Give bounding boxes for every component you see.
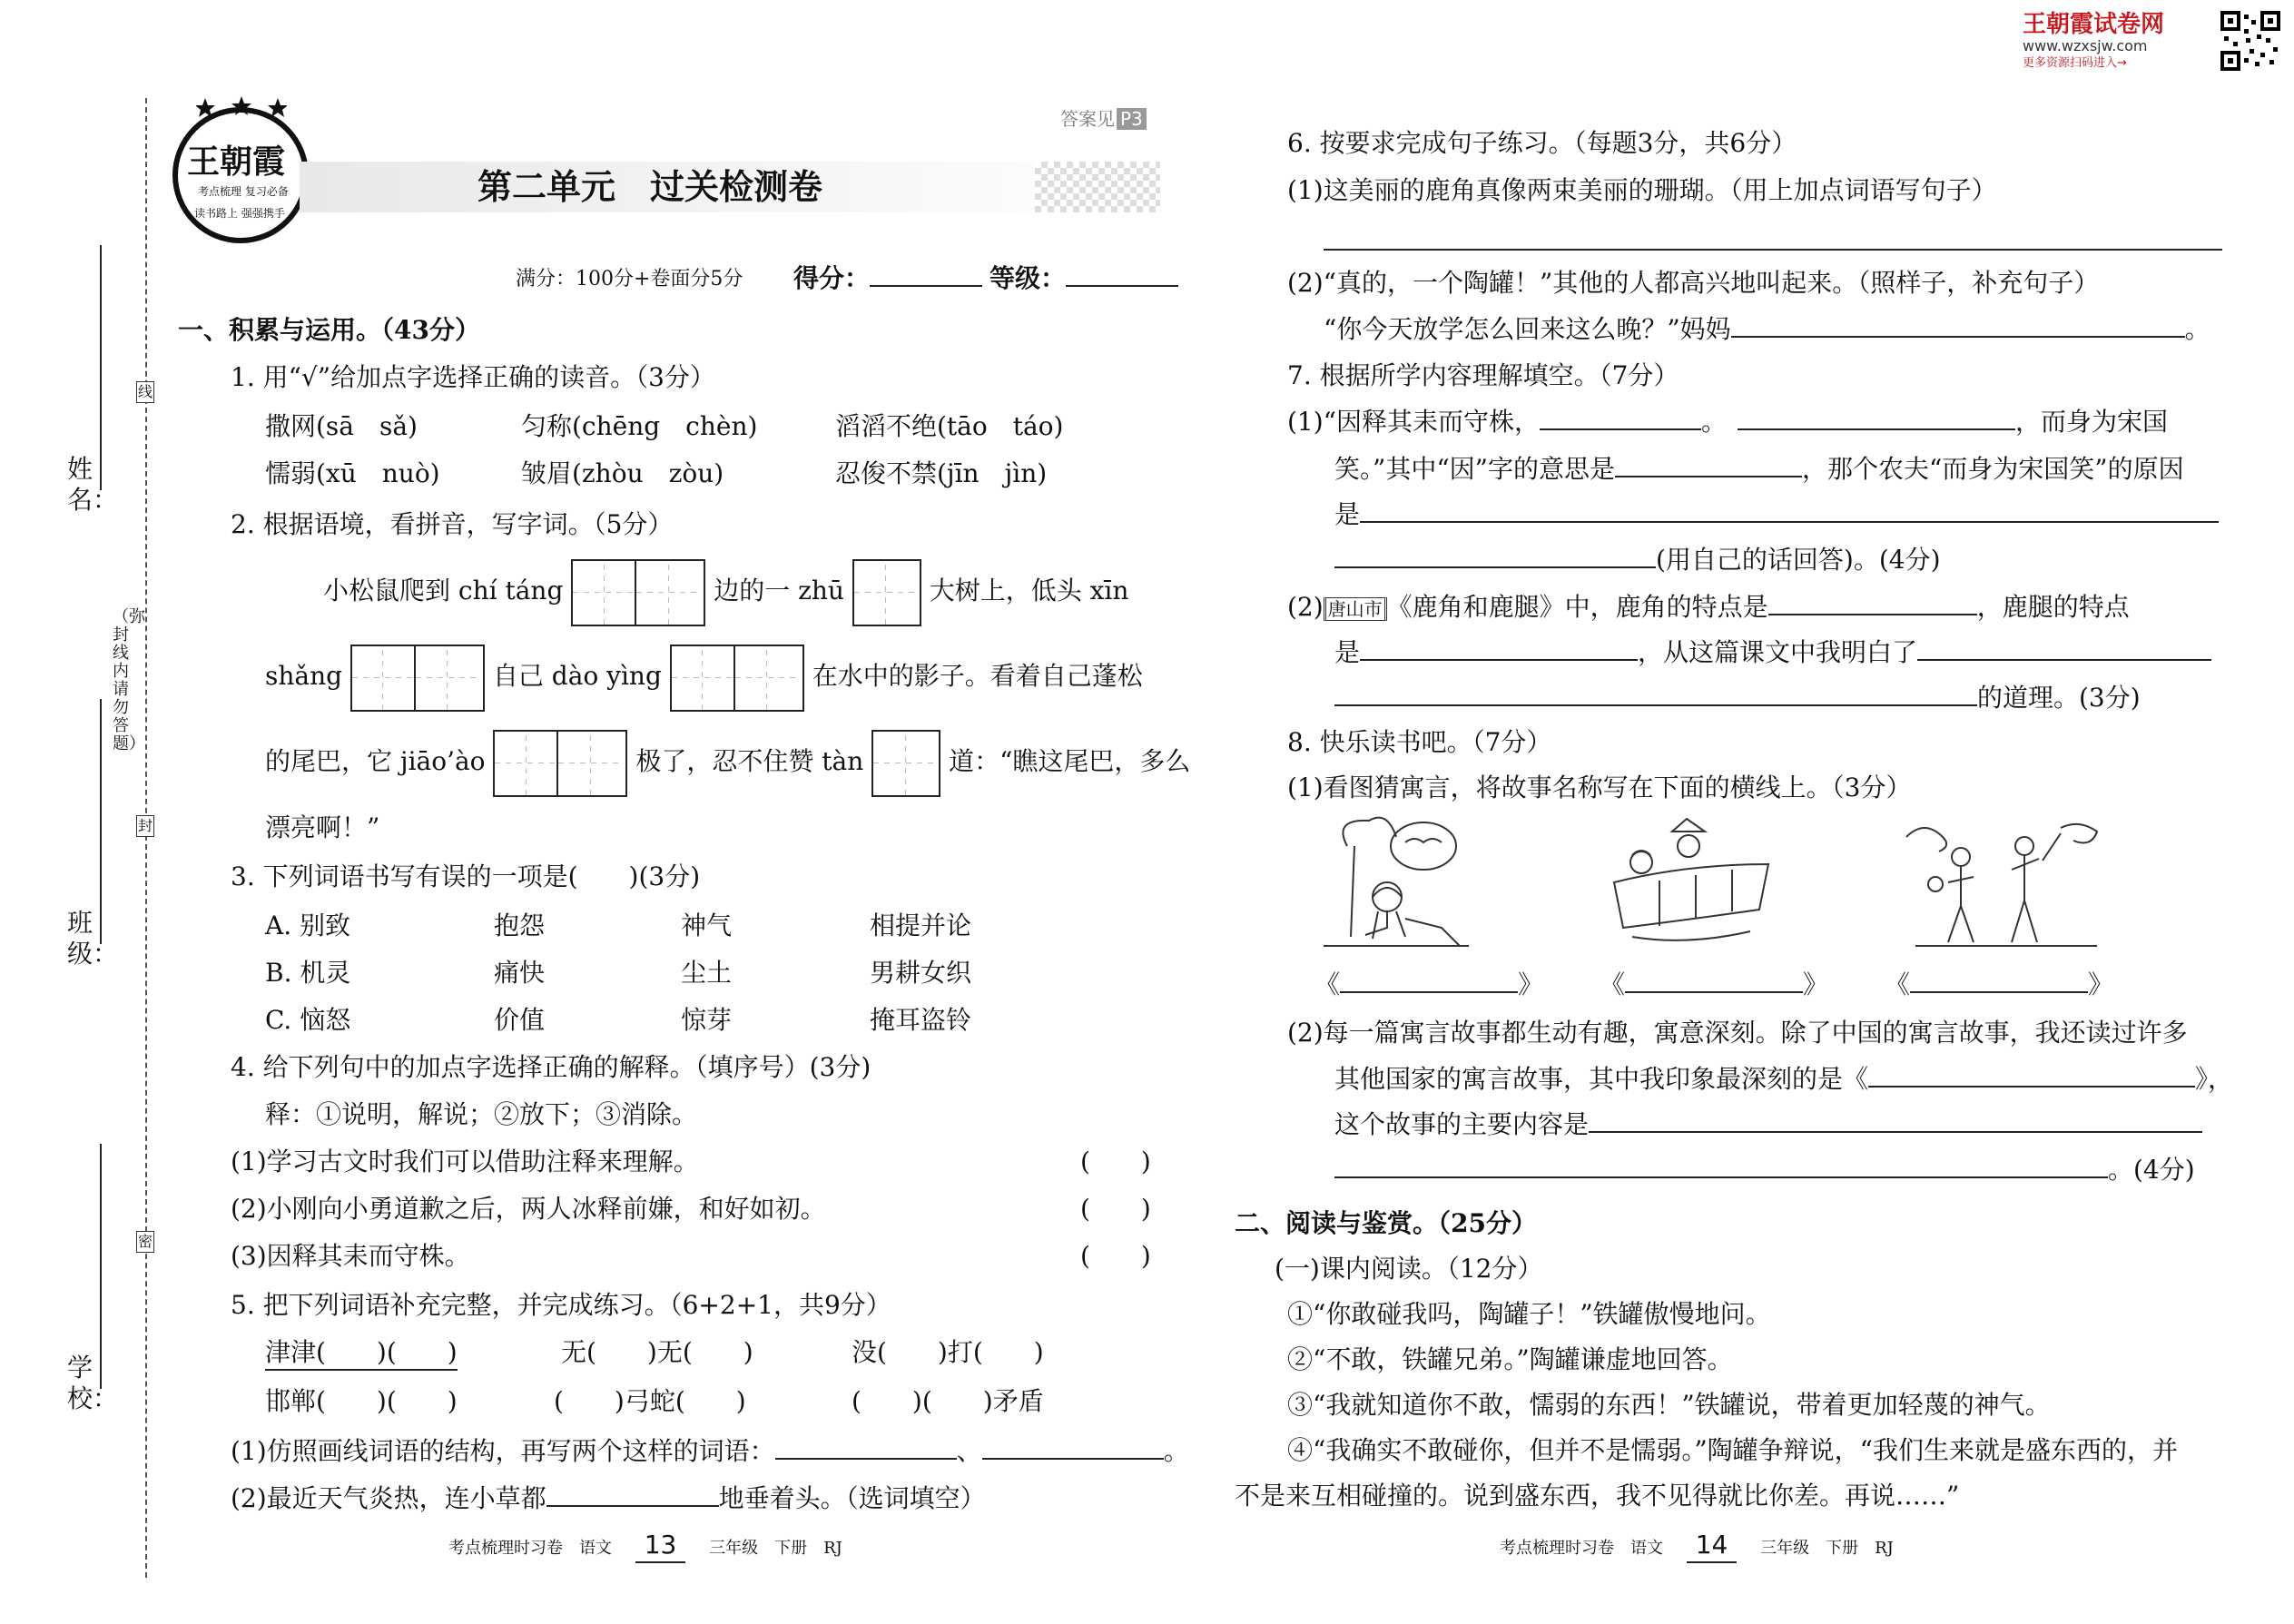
q2-title: 2. 根据语境，看拼音，写字词。（5分） xyxy=(231,509,674,539)
answer-ref-label: 答案见 xyxy=(1060,108,1115,130)
q5-word[interactable]: 津津( )( ) xyxy=(265,1336,458,1371)
q5-word[interactable]: 没( )打( ) xyxy=(852,1337,1044,1367)
q4-answer-paren[interactable]: ( ) xyxy=(1080,1194,1151,1224)
reading-paragraph: ①“你敢碰我吗，陶罐子！”铁罐傲慢地问。 xyxy=(1287,1299,1771,1329)
school-underline xyxy=(100,1144,102,1389)
q5-sub2-text: (2)最近天气炎热，连小草都 xyxy=(231,1483,546,1513)
q3-word: 痛快 xyxy=(494,958,546,988)
answer-blank[interactable] xyxy=(775,1434,957,1460)
q8-text: 这个故事的主要内容是 xyxy=(1334,1109,1590,1139)
grade-label-text: 等级： xyxy=(989,263,1067,293)
q7-text: ，从这篇课文中我明白了 xyxy=(1638,637,1918,667)
book-bracket: 《 xyxy=(1600,969,1626,999)
q3-word: 抱怨 xyxy=(494,910,546,940)
answer-ref xyxy=(1060,107,1147,131)
q7-text: ，那个农夫“而身为宋国笑”的原因 xyxy=(1801,454,2184,484)
q3-word: 相提并论 xyxy=(870,910,972,940)
binding-mark-seal: 封 xyxy=(136,815,154,837)
answer-blank[interactable] xyxy=(1589,1107,2202,1133)
q8-title: 8. 快乐读书吧。（7分） xyxy=(1287,727,1552,757)
q3-word: 尘土 xyxy=(681,958,733,988)
book-title-blank[interactable] xyxy=(1885,968,2113,1001)
char-grid[interactable] xyxy=(493,730,627,797)
q5-word[interactable]: ( )弓蛇( ) xyxy=(554,1386,746,1416)
fable-illustration-2 xyxy=(1605,810,1777,955)
q7-sub1-line4 xyxy=(1334,543,1941,576)
class-underline xyxy=(100,699,102,944)
q3-option[interactable]: C. 恼怒 xyxy=(265,1005,351,1035)
q4-answer-paren[interactable]: ( ) xyxy=(1080,1241,1151,1271)
logo-motto: 读书路上 强强携手 xyxy=(194,207,285,220)
answer-blank[interactable] xyxy=(1731,312,2185,338)
class-label: 班级： xyxy=(67,908,119,969)
q6-sub2b-text: “你今天放学怎么回来这么晚？”妈妈 xyxy=(1324,314,1731,344)
q2-line1 xyxy=(323,557,1128,626)
answer-blank[interactable] xyxy=(1334,681,1977,706)
q8-sub2-line1: (2)每一篇寓言故事都生动有趣，寓意深刻。除了中国的寓言故事，我还读过许多 xyxy=(1287,1018,2188,1048)
q3-word: 神气 xyxy=(681,910,733,940)
fable-illustration-1 xyxy=(1314,810,1478,955)
footer-text: 考点梳理时习卷 语文 xyxy=(448,1539,612,1558)
q2-text: 的尾巴，它 jiāo’ào xyxy=(265,746,486,776)
q2-text: shǎng xyxy=(265,661,343,691)
q4-item: (3)因释其耒而守株。 xyxy=(231,1241,470,1271)
q8-sub1: (1)看图猜寓言，将故事名称写在下面的横线上。（3分） xyxy=(1287,773,1912,802)
watermark-url[interactable]: www.wzxsjw.com xyxy=(2023,37,2148,54)
footer-text: 三年级 下册 RJ xyxy=(709,1539,842,1558)
answer-blank[interactable] xyxy=(1768,590,1977,615)
q3-word: 男耕女织 xyxy=(870,958,972,988)
section2-title: 二、阅读与鉴赏。（25分） xyxy=(1235,1208,1537,1238)
answer-blank[interactable] xyxy=(1615,452,1802,477)
q4-item: (2)小刚向小勇道歉之后，两人冰释前嫌，和好如初。 xyxy=(231,1194,826,1224)
q7-sub1-line2 xyxy=(1334,452,2184,486)
q5-sub1-text: (1)仿照画线词语的结构，再写两个这样的词语： xyxy=(231,1436,775,1466)
footer-text: 考点梳理时习卷 语文 xyxy=(1500,1539,1663,1558)
q2-line4: 漂亮啊！” xyxy=(265,812,380,842)
watermark xyxy=(2023,11,2286,74)
q7-text: 。 xyxy=(1700,407,1727,437)
q1-item[interactable]: 匀称(chēng chèn) xyxy=(521,411,758,441)
book-title-blank[interactable] xyxy=(1600,968,1828,1001)
answer-blank[interactable] xyxy=(546,1481,719,1507)
reading-paragraph: ③“我就知道你不敢，懦弱的东西！”铁罐说，带着更加轻蔑的神气。 xyxy=(1287,1390,2051,1420)
footer-right xyxy=(1500,1529,1894,1565)
page-title: 第二单元 过关检测卷 xyxy=(478,167,823,207)
reading-paragraph: ④“我确实不敢碰你，但并不是懦弱。”陶罐争辩说，“我们生来就是盛东西的，并 xyxy=(1287,1435,2178,1465)
q4-item: (1)学习古文时我们可以借助注释来理解。 xyxy=(231,1147,699,1176)
qr-code-icon[interactable] xyxy=(2220,11,2280,71)
logo-sub xyxy=(198,185,289,198)
q7-sub2-line1 xyxy=(1287,590,2130,625)
grade-blank[interactable] xyxy=(1066,261,1178,287)
q3-title: 3. 下列词语书写有误的一项是( )(3分) xyxy=(231,861,701,891)
book-title-blank[interactable] xyxy=(1314,968,1543,1001)
q5-sub2-text: 地垂着头。（选词填空） xyxy=(718,1483,986,1513)
q1-item[interactable]: 忍俊不禁(jīn jìn) xyxy=(835,458,1048,488)
q4-title: 4. 给下列句中的加点字选择正确的解释。（填序号）(3分) xyxy=(231,1052,871,1082)
q7-text: 笑。”其中“因”字的意思是 xyxy=(1334,454,1615,484)
answer-page-badge: P3 xyxy=(1117,108,1147,130)
answer-blank[interactable] xyxy=(1360,497,2219,523)
q7-text: 的道理。(3分) xyxy=(1977,683,2141,713)
q7-sub2-line3 xyxy=(1334,681,2141,714)
q3-word: 掩耳盗铃 xyxy=(870,1005,972,1035)
answer-blank[interactable] xyxy=(1360,635,1638,661)
logo-sub1: 考点梳理 xyxy=(198,185,242,198)
binding-mark-secret: 密 xyxy=(136,1231,154,1253)
page-number: 13 xyxy=(635,1529,686,1563)
q2-text: 大树上，低头 xīn xyxy=(929,576,1129,605)
q3-option[interactable]: A. 别致 xyxy=(265,910,351,940)
school-label: 学校： xyxy=(67,1353,119,1413)
q8-text: 其他国家的寓言故事，其中我印象最深刻的是《 xyxy=(1334,1064,1869,1094)
q1-item[interactable]: 撒网(sā sǎ) xyxy=(265,411,418,441)
q2-text: 极了，忍不住赞 tàn xyxy=(635,746,864,776)
char-grid[interactable] xyxy=(670,645,804,712)
q7-sub1-line1 xyxy=(1287,405,2168,438)
q7-text: 是 xyxy=(1334,499,1361,529)
q3-word: 惊芽 xyxy=(681,1005,733,1035)
q2-text: 边的一 zhū xyxy=(714,576,844,605)
q8-sub2-line4 xyxy=(1334,1153,2195,1186)
answer-blank[interactable] xyxy=(1738,405,2015,430)
answer-blank[interactable] xyxy=(1917,635,2211,661)
answer-blank[interactable] xyxy=(1868,1062,2195,1088)
q4-definition: 释：①说明，解说；②放下；③消除。 xyxy=(265,1099,698,1129)
footer-text: 三年级 下册 RJ xyxy=(1760,1539,1894,1558)
q7-sub2-line2 xyxy=(1334,635,2211,669)
binding-line xyxy=(145,98,147,1578)
q1-item[interactable]: 滔滔不绝(tāo táo) xyxy=(835,411,1064,441)
q6-sub1: (1)这美丽的鹿角真像两束美丽的珊瑚。（用上加点词语写句子） xyxy=(1287,175,1997,205)
q7-text: (用自己的话回答)。(4分) xyxy=(1656,545,1941,575)
q7-text: ，而身为宋国 xyxy=(2015,407,2169,437)
q5-word[interactable]: ( )( )矛盾 xyxy=(852,1386,1044,1416)
score-info: 满分：100分+卷面分5分 xyxy=(516,268,743,290)
book-bracket: 《 xyxy=(1314,969,1341,999)
q6-sub2b xyxy=(1324,312,2210,346)
watermark-slogan: 更多资源扫码进入→ xyxy=(2023,56,2127,70)
logo-text: 王朝霞 xyxy=(187,143,286,181)
q7-text: (1)“因释其耒而守株， xyxy=(1287,407,1540,437)
q8-sub2-line3 xyxy=(1334,1107,2202,1141)
binding-mark-line: 线 xyxy=(136,381,154,403)
reading-paragraph: ②“不敢，铁罐兄弟。”陶罐谦虚地回答。 xyxy=(1287,1344,1733,1374)
answer-blank[interactable] xyxy=(1540,405,1701,430)
q3-option[interactable]: B. 机灵 xyxy=(265,958,351,988)
section1-title: 一、积累与运用。（43分） xyxy=(178,315,480,345)
q5-title: 5. 把下列词语补充完整，并完成练习。（6+2+1，共9分） xyxy=(231,1290,891,1320)
book-bracket: 《 xyxy=(1885,969,1911,999)
q5-word[interactable]: 邯郸( )( ) xyxy=(265,1386,458,1416)
q8-sub2-line2 xyxy=(1334,1062,2233,1096)
q2-text: 自己 dào yìng xyxy=(492,661,662,691)
char-grid[interactable] xyxy=(871,730,940,797)
q6-sub2: (2)“真的，一个陶罐！”其他的人都高兴地叫起来。（照样子，补充句子） xyxy=(1287,268,2100,298)
char-grid[interactable] xyxy=(350,645,485,712)
q5-sub2 xyxy=(231,1481,986,1515)
reading-paragraph: 不是来互相碰撞的。说到盛东西，我不见得就比你差。再说……” xyxy=(1235,1481,1960,1511)
logo-sub2: 复习必备 xyxy=(244,185,289,198)
answer-blank[interactable] xyxy=(982,1434,1164,1460)
q1-item[interactable]: 皱眉(zhòu zòu) xyxy=(521,458,724,488)
book-bracket: 》 xyxy=(1803,969,1829,999)
score-blank[interactable] xyxy=(870,261,982,287)
q5-sub1-end: 。 xyxy=(1163,1436,1189,1466)
logo-badge xyxy=(172,107,309,243)
answer-blank[interactable] xyxy=(1334,543,1656,568)
q8-text: 。(4分) xyxy=(2108,1155,2195,1185)
q7-text: ，鹿腿的特点 xyxy=(1976,592,2130,622)
q7-sub1-line3 xyxy=(1334,497,2219,531)
q7-title: 7. 根据所学内容理解填空。（7分） xyxy=(1287,360,1679,390)
grade-label xyxy=(989,261,1178,295)
q5-word[interactable]: 无( )无( ) xyxy=(561,1337,753,1367)
q7-text: (2) xyxy=(1287,592,1324,622)
q6-title: 6. 按要求完成句子练习。（每题3分，共6分） xyxy=(1287,128,1797,158)
q8-text: 》， xyxy=(2195,1064,2234,1094)
fable-illustration-3 xyxy=(1897,810,2115,955)
binding-notice: （弥封线内请勿答题） xyxy=(113,607,145,753)
q1-item[interactable]: 懦弱(xū nuò) xyxy=(265,458,440,488)
q5-sub1-sep: 、 xyxy=(956,1436,982,1466)
answer-blank[interactable] xyxy=(1334,1153,2108,1178)
name-label: 姓名： xyxy=(67,454,119,515)
q4-answer-paren[interactable]: ( ) xyxy=(1080,1147,1151,1176)
score-label xyxy=(793,261,982,295)
q6-sub2b-end: 。 xyxy=(2184,314,2210,344)
q7-text: 是 xyxy=(1334,637,1361,667)
name-underline xyxy=(100,245,102,490)
q3-word: 价值 xyxy=(494,1005,546,1035)
footer-left xyxy=(448,1529,842,1565)
banner-checker xyxy=(1035,162,1160,212)
q7-text: 《鹿角和鹿腿》中，鹿角的特点是 xyxy=(1386,592,1768,622)
q2-text: 在水中的影子。看着自己蓬松 xyxy=(812,661,1143,691)
star-icon xyxy=(196,96,287,118)
q1-title: 1. 用“√”给加点字选择正确的读音。（3分） xyxy=(231,362,715,392)
q2-text: 小松鼠爬到 chí táng xyxy=(323,576,564,605)
answer-line[interactable] xyxy=(1324,249,2222,251)
book-bracket: 》 xyxy=(1518,969,1544,999)
watermark-brand: 王朝霞试卷网 xyxy=(2023,11,2165,38)
subsection1-title: (一)课内阅读。（12分） xyxy=(1275,1254,1543,1284)
q5-sub1 xyxy=(231,1434,1189,1468)
q2-line2 xyxy=(265,643,1143,712)
page-number: 14 xyxy=(1687,1529,1738,1563)
q2-text: 道：“瞧这尾巴，多么 xyxy=(949,746,1191,776)
q2-line3 xyxy=(265,728,1190,797)
region-tag: 唐山市 xyxy=(1324,597,1387,621)
char-grid[interactable] xyxy=(852,559,921,626)
score-label-text: 得分： xyxy=(793,263,871,293)
book-bracket: 》 xyxy=(2088,969,2114,999)
char-grid[interactable] xyxy=(571,559,705,626)
